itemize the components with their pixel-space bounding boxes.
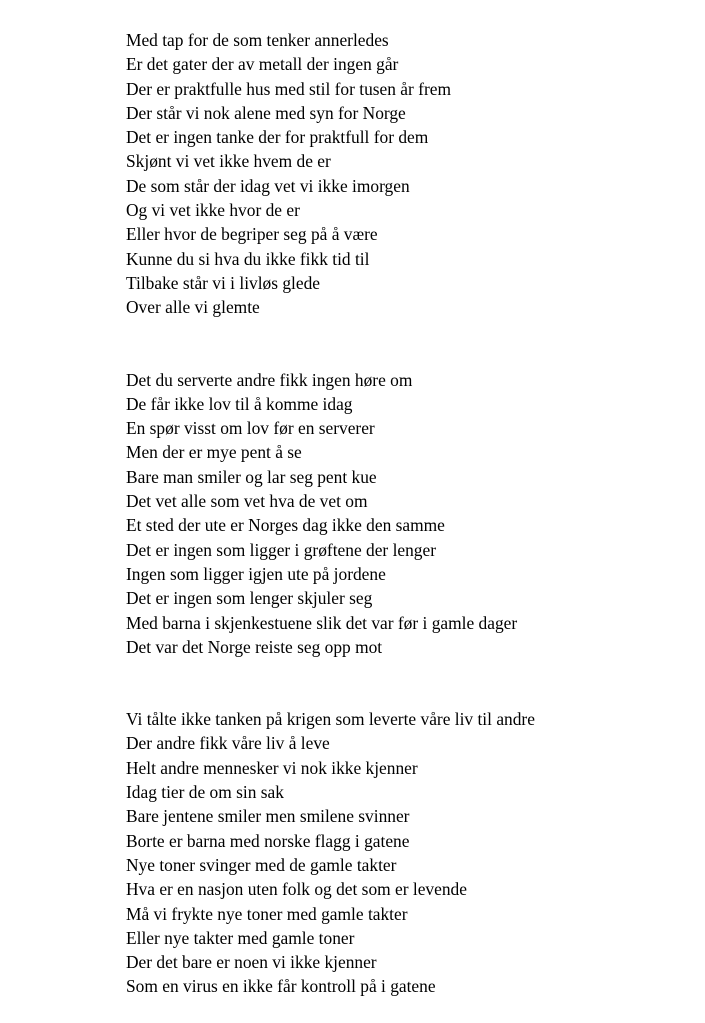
poem-line: Helt andre mennesker vi nok ikke kjenner bbox=[126, 757, 418, 778]
poem-line: Det vet alle som vet hva de vet om bbox=[126, 491, 368, 512]
poem-line: Det du serverte andre fikk ingen høre om bbox=[126, 369, 413, 390]
poem-line: Det er ingen som lenger skjuler seg bbox=[126, 588, 373, 609]
poem-line: Kunne du si hva du ikke fikk tid til bbox=[126, 248, 370, 269]
poem-line: Og vi vet ikke hvor de er bbox=[126, 200, 300, 221]
poem-line: Som en virus en ikke får kontroll på i gatene bbox=[126, 976, 436, 997]
poem-line: Over alle vi glemte bbox=[126, 297, 260, 318]
poem-line: Men der er mye pent å se bbox=[126, 442, 302, 463]
poem-line: Det er ingen som ligger i grøftene der lenger bbox=[126, 539, 437, 560]
poem-line: Med tap for de som tenker annerledes bbox=[126, 30, 389, 50]
poem-document bbox=[126, 28, 696, 999]
stanza-3 bbox=[126, 707, 696, 999]
poem-line: Idag tier de om sin sak bbox=[126, 782, 284, 803]
poem-line: Der står vi nok alene med syn for Norge bbox=[126, 102, 406, 123]
poem-line: Med barna i skjenkestuene slik det var før i gamle dager bbox=[126, 612, 518, 633]
poem-line: Der det bare er noen vi ikke kjenner bbox=[126, 952, 377, 973]
stanza-2 bbox=[126, 368, 696, 660]
poem-line: En spør visst om lov før en serverer bbox=[126, 418, 375, 439]
poem-line: Bare jentene smiler men smilene svinner bbox=[126, 806, 410, 827]
stanza-1 bbox=[126, 28, 696, 320]
poem-line: Tilbake står vi i livløs glede bbox=[126, 272, 321, 293]
poem-line: Må vi frykte nye toner med gamle takter bbox=[126, 903, 408, 924]
poem-line: De får ikke lov til å komme idag bbox=[126, 393, 353, 414]
poem-line: Eller hvor de begriper seg på å være bbox=[126, 224, 378, 245]
poem-line: Nye toner svinger med de gamle takter bbox=[126, 854, 397, 875]
poem-line: De som står der idag vet vi ikke imorgen bbox=[126, 175, 410, 196]
poem-line: Skjønt vi vet ikke hvem de er bbox=[126, 151, 331, 172]
poem-line: Borte er barna med norske flagg i gatene bbox=[126, 830, 410, 851]
poem-line: Vi tålte ikke tanken på krigen som leverte våre liv til andre bbox=[126, 709, 535, 730]
poem-line: Det var det Norge reiste seg opp mot bbox=[126, 636, 383, 657]
poem-line: Hva er en nasjon uten folk og det som er levende bbox=[126, 879, 467, 900]
poem-line: Der er praktfulle hus med stil for tusen år frem bbox=[126, 78, 451, 99]
poem-line: Et sted der ute er Norges dag ikke den samme bbox=[126, 515, 445, 536]
poem-line: Eller nye takter med gamle toner bbox=[126, 927, 355, 948]
poem-line: Bare man smiler og lar seg pent kue bbox=[126, 466, 377, 487]
poem-line: Det er ingen tanke der for praktfull for dem bbox=[126, 127, 429, 148]
poem-line: Der andre fikk våre liv å leve bbox=[126, 733, 330, 754]
poem-line: Er det gater der av metall der ingen går bbox=[126, 54, 399, 75]
poem-line: Ingen som ligger igjen ute på jordene bbox=[126, 563, 386, 584]
